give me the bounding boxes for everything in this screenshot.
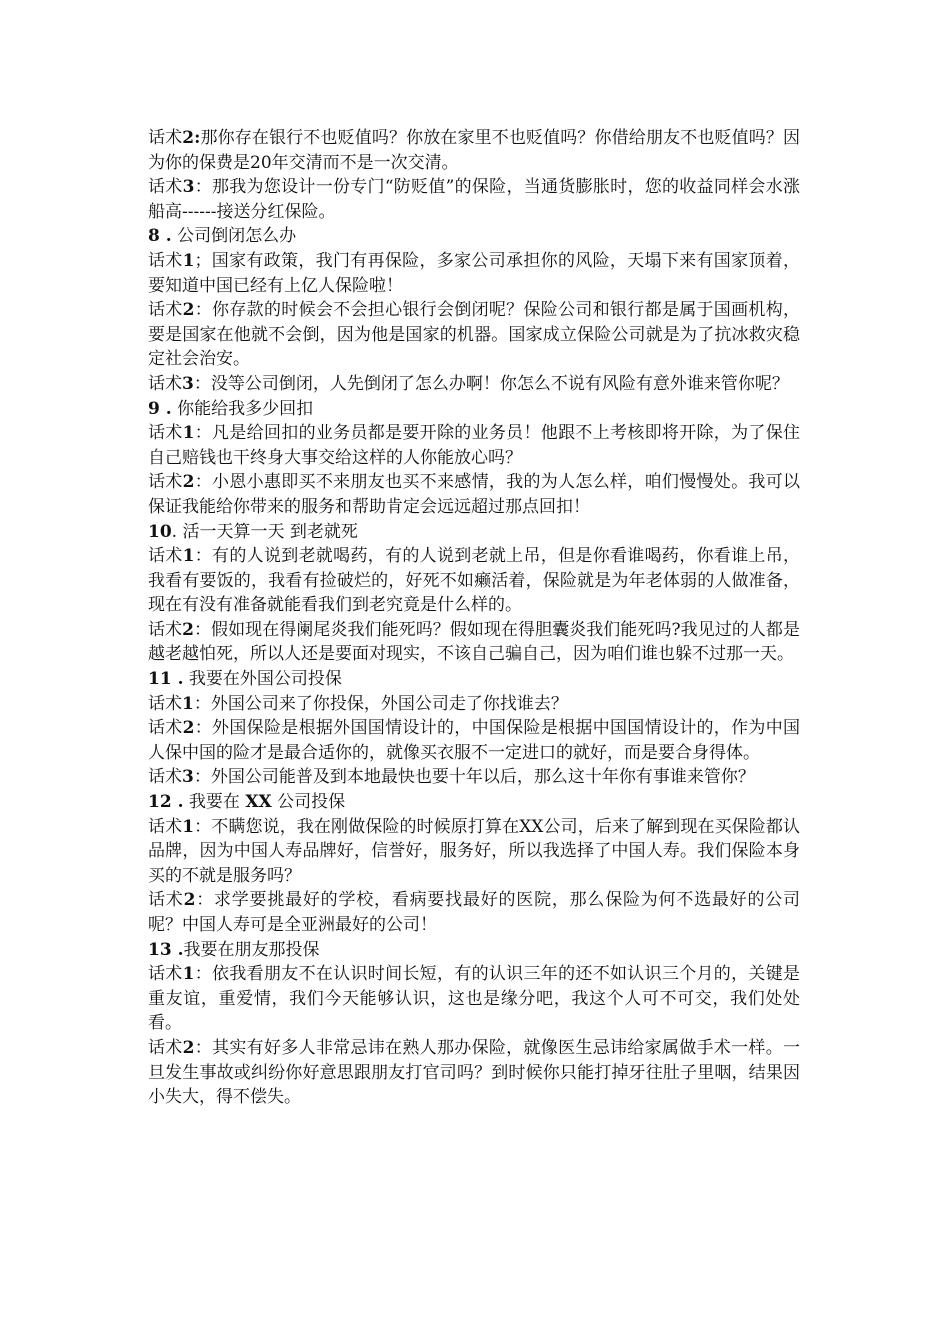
script-text: ：依我看朋友不在认识时间长短，有的认识三年的还不如认识三个月的，关键是重友谊，重爱情，我们今天能够认识，这也是缘分吧，我这个人可不可交，我们处处看。 [148, 964, 801, 1034]
script-text: ：你存款的时候会不会担心银行会倒闭呢？保险公司和银行都是属于国画机构，要是国家在他就不会倒，因为他是国家的机器。国家成立保险公司就是为了抗冰救灾稳定社会治安。 [148, 300, 801, 370]
script-number: 2 [182, 472, 195, 493]
section-title: 公司倒闭怎么办 [171, 226, 297, 247]
script-label: 话术 [148, 177, 183, 198]
document-body [148, 126, 800, 1110]
script-label: 话术 [148, 300, 183, 321]
script-number: 1 [182, 964, 195, 985]
script-number: 2 [182, 718, 195, 739]
script-label: 话术 [148, 816, 183, 837]
script-number: 1 [182, 250, 195, 271]
script-label: 话术 [148, 890, 184, 911]
script-paragraph [148, 175, 800, 224]
script-paragraph [148, 716, 800, 765]
script-paragraph [148, 888, 800, 937]
script-label: 话术 [148, 693, 182, 714]
script-paragraph [148, 1036, 800, 1110]
script-paragraph [148, 765, 800, 790]
script-paragraph [148, 372, 800, 397]
section-heading [148, 938, 800, 963]
script-paragraph [148, 470, 800, 519]
script-paragraph [148, 962, 800, 1036]
script-paragraph [148, 126, 800, 175]
script-text: ：外国公司能普及到本地最快也要十年以后，那么这十年你有事谁来管你？ [193, 767, 755, 788]
section-number: 12 . [148, 792, 184, 813]
script-text: ：其实有好多人非常忌讳在熟人那办保险，就像医生忌讳给家属做手术一样。一旦发生事故或纠纷你好意思跟朋友打官司吗？到时候你只能打掉牙往肚子里咽，结果因小失大，得不偿失。 [148, 1037, 801, 1108]
script-label: 话术 [148, 423, 183, 444]
script-number: 3 [182, 177, 195, 198]
script-paragraph [148, 421, 800, 470]
script-number: 1 [182, 816, 195, 837]
script-paragraph [148, 544, 800, 618]
section-title: 我要在朋友那投保 [183, 939, 320, 960]
section-heading [148, 667, 800, 692]
script-label: 话术 [148, 1037, 183, 1058]
script-number: 3 [182, 373, 194, 394]
section-number: 9 . [148, 398, 172, 419]
section-heading [148, 224, 800, 249]
script-number: 2 [182, 1037, 195, 1058]
script-text: ：外国保险是根据外国国情设计的，中国保险是根据中国国情设计的，作为中国人保中国的险才是最合适你的，就像买衣服不一定进口的就好，而是要合身得体。 [148, 718, 801, 763]
script-paragraph [148, 692, 800, 717]
script-number: 1 [182, 693, 194, 714]
script-label: 话术 [148, 128, 183, 148]
script-number: 2 [182, 619, 194, 640]
script-paragraph [148, 298, 800, 372]
section-title: 我要在外国公司投保 [183, 669, 342, 690]
section-heading [148, 790, 800, 815]
section-heading [148, 520, 800, 545]
script-label: 话术 [148, 546, 183, 567]
script-label: 话术 [148, 718, 183, 739]
script-label: 话术 [148, 472, 183, 493]
section-title: 我要在 XX 公司投保 [183, 792, 346, 813]
script-paragraph [148, 815, 800, 889]
section-number: 11 . [148, 669, 184, 690]
script-label: 话术 [148, 964, 183, 985]
script-text: ：求学要挑最好的学校，看病要找最好的医院，那么保险为何不选最好的公司呢？中国人寿可是全亚洲最好的公司！ [148, 890, 801, 935]
script-label: 话术 [148, 767, 182, 788]
script-paragraph [148, 249, 800, 298]
section-number: 10 [148, 521, 172, 542]
script-number: 2 [182, 300, 195, 321]
script-label: 话术 [148, 250, 183, 271]
script-paragraph [148, 618, 800, 667]
script-number: 1 [182, 546, 195, 567]
section-heading [148, 397, 800, 422]
section-number: 13 . [148, 939, 184, 960]
script-label: 话术 [148, 373, 182, 394]
section-title: 你能给我多少回扣 [171, 398, 314, 419]
script-number: 1 [182, 423, 195, 444]
script-text: ：不瞒您说，我在刚做保险的时候原打算在XX公司，后来了解到现在买保险都认品牌，因为中国人寿品牌好，信誉好，服务好，所以我选择了中国人寿。我们保险本身买的不就是服务吗？ [148, 816, 800, 886]
script-text: ；国家有政策，我门有再保险，多家公司承担你的风险，天塌下来有国家顶着，要知道中国已经有上亿人保险啦！ [148, 250, 801, 296]
script-text: ：外国公司来了你投保，外国公司走了你找谁去？ [193, 693, 568, 714]
script-text: 那你存在银行不也贬值吗？你放在家里不也贬值吗？你借给朋友不也贬值吗？因为你的保费是20年交清而不是一次交清。 [148, 128, 800, 173]
script-text: ：没等公司倒闭，人先倒闭了怎么办啊！你怎么不说有风险有意外谁来管你呢？ [193, 373, 789, 394]
script-number: 2: [182, 128, 201, 148]
script-label: 话术 [148, 619, 183, 640]
script-text: ：有的人说到老就喝药，有的人说到老就上吊，但是你看谁喝药，你看谁上吊，我看有要饭的，我看有捡破烂的，好死不如癞活着，保险就是为年老体弱的人做准备，现在有没有准备就能看我们到老究竟是什么样的。 [148, 546, 801, 616]
section-title: . 活一天算一天 到老就死 [171, 521, 358, 542]
script-text: ：凡是给回扣的业务员都是要开除的业务员！他跟不上考核即将开除，为了保住自己赔钱也干终身大事交给这样的人你能放心吗？ [148, 423, 801, 468]
script-number: 3 [182, 767, 194, 788]
bold-token: XX [245, 792, 272, 813]
script-number: 2 [183, 890, 196, 911]
script-text: ：假如现在得阑尾炎我们能死吗？假如现在得胆囊炎我们能死吗?我见过的人都是越老越怕死，所以人还是要面对现实，不该自己骗自己，因为咱们谁也躲不过那一天。 [148, 619, 800, 665]
script-text: ：小恩小惠即买不来朋友也买不来感情，我的为人怎么样，咱们慢慢处。我可以保证我能给你带来的服务和帮助肯定会远远超过那点回扣！ [148, 472, 801, 517]
script-text: ：那我为您设计一份专门“防贬值”的保险，当通货膨胀时，您的收益同样会水涨船高------接送分红保险。 [148, 177, 801, 222]
section-number: 8 . [148, 226, 172, 247]
